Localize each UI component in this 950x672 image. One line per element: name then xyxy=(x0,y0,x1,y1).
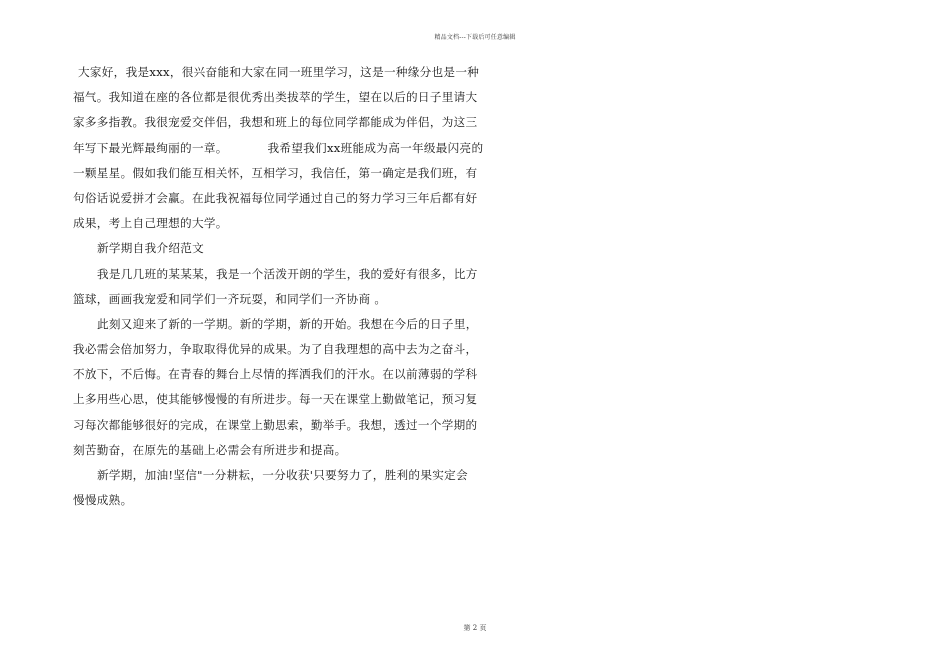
body-line: 习每次都能够很好的完成，在课堂上勤思索，勤举手。我想，透过一个学期的 xyxy=(73,417,478,432)
body-line: 慢慢成熟。 xyxy=(73,493,133,508)
section-heading: 新学期自我介绍范文 xyxy=(97,241,205,256)
body-line: 一颗星星。假如我们能互相关怀，互相学习，我信任，第一确定是我们班，有 xyxy=(73,165,478,180)
body-line: 我是几几班的某某某，我是一个活泼开朗的学生，我的爱好有很多，比方 xyxy=(97,266,478,281)
document-body xyxy=(73,65,484,519)
body-line: 我必需会倍加努力，争取取得优异的成果。为了自我理想的高中去为之奋斗， xyxy=(73,342,478,357)
body-line: 新学期，加油!坚信"一分耕耘，一分收获'只要努力了，胜利的果实定会 xyxy=(97,468,468,482)
body-line: 家多多指教。我很宠爱交伴侣，我想和班上的每位同学都能成为伴侣，为这三 xyxy=(73,115,478,130)
body-line: 句俗话说爱拼才会赢。在此我祝福每位同学通过自己的努力学习三年后都有好 xyxy=(73,190,478,205)
body-line: 此刻又迎来了新的一学期。新的学期，新的开始。我想在今后的日子里， xyxy=(97,316,478,331)
body-line: 上多用些心思，使其能够慢慢的有所进步。每一天在课堂上勤做笔记，预习复 xyxy=(73,392,478,407)
page-header: 精品文档---下载后可任意编辑 xyxy=(434,34,516,41)
body-line: 不放下，不后悔。在青春的舞台上尽情的挥洒我们的汗水。在以前薄弱的学科 xyxy=(73,367,478,382)
body-line: 篮球，画画我宠爱和同学们一齐玩耍，和同学们一齐协商 。 xyxy=(73,291,387,306)
body-line: 刻苦勤奋，在原先的基础上必需会有所进步和提高。 xyxy=(73,442,347,457)
body-line: 年写下最光辉最绚丽的一章。 我希望我们xx班能成为高一年级最闪亮的 xyxy=(73,140,484,155)
body-line: 成果，考上自己理想的大学。 xyxy=(73,216,228,231)
page-number: 第 2 页 xyxy=(463,624,487,632)
body-line: 福气。我知道在座的各位都是很优秀出类拔萃的学生，望在以后的日子里请大 xyxy=(73,90,478,105)
body-line: 大家好，我是xxx，很兴奋能和大家在同一班里学习，这是一种缘分也是一种 xyxy=(78,65,480,79)
